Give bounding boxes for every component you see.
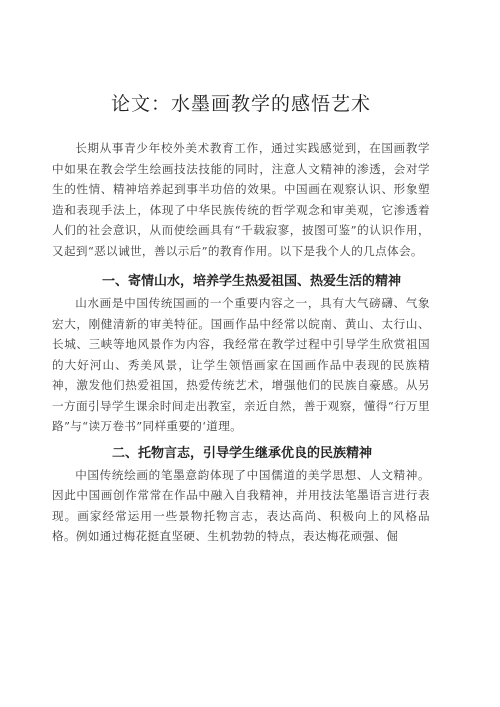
section-2-body: 中国传统绘画的笔墨意韵体现了中国儒道的美学思想、人文精神。因此中国画创作常常在作品中融入自我精神，并用技法笔墨语言进行表现。画家经常运用一些景物托物言志，表达高尚、积极向上的风格品格。例如通过梅花挺直坚硬、生机勃勃的特点，表达梅花顽强、倔	[52, 467, 430, 543]
intro-paragraph: 长期从事青少年校外美术教育工作，通过实践感觉到，在国画教学中如果在教会学生绘画技法技能的同时，注意人文精神的渗透，会对学生的性情、精神培养起到事半功倍的效果。中国画在观察认识、形象塑造和表现手法上，体现了中华民族传统的哲学观念和审美观，它渗透着人们的社会意识，从而使绘画具有“千载寂寥，披图可鉴”的认识作用，又起到“恶以诫世，善以示后”的教育作用。以下是我个人的几点体会。	[52, 141, 430, 258]
section-2-heading: 二、托物言志，引导学生继承优良的民族精神	[112, 445, 373, 461]
section-1-body: 山水画是中国传统国画的一个重要内容之一，具有大气磅礴、气象宏大，刚健清新的审美特征。国画作品中经常以皖南、黄山、太行山、长城、三峡等地风景作为内容，我经常在教学过程中引导学生欣赏祖国的大好河山、秀美风景，让学生领悟画家在国画作品中表现的民族精神，激发他们热爱祖国，热爱传统艺术，增强他们的民族自豪感。从另一方面引导学生课余时间走出教室，亲近自然，善于观察，懂得“行万里路”与“读万卷书”同样重要的‘道理。	[52, 296, 430, 433]
section-1-heading: 一、寄情山水，培养学生热爱祖国、热爱生活的精神	[102, 274, 402, 289]
document-title: 论文：水墨画教学的感悟艺术	[110, 93, 371, 115]
